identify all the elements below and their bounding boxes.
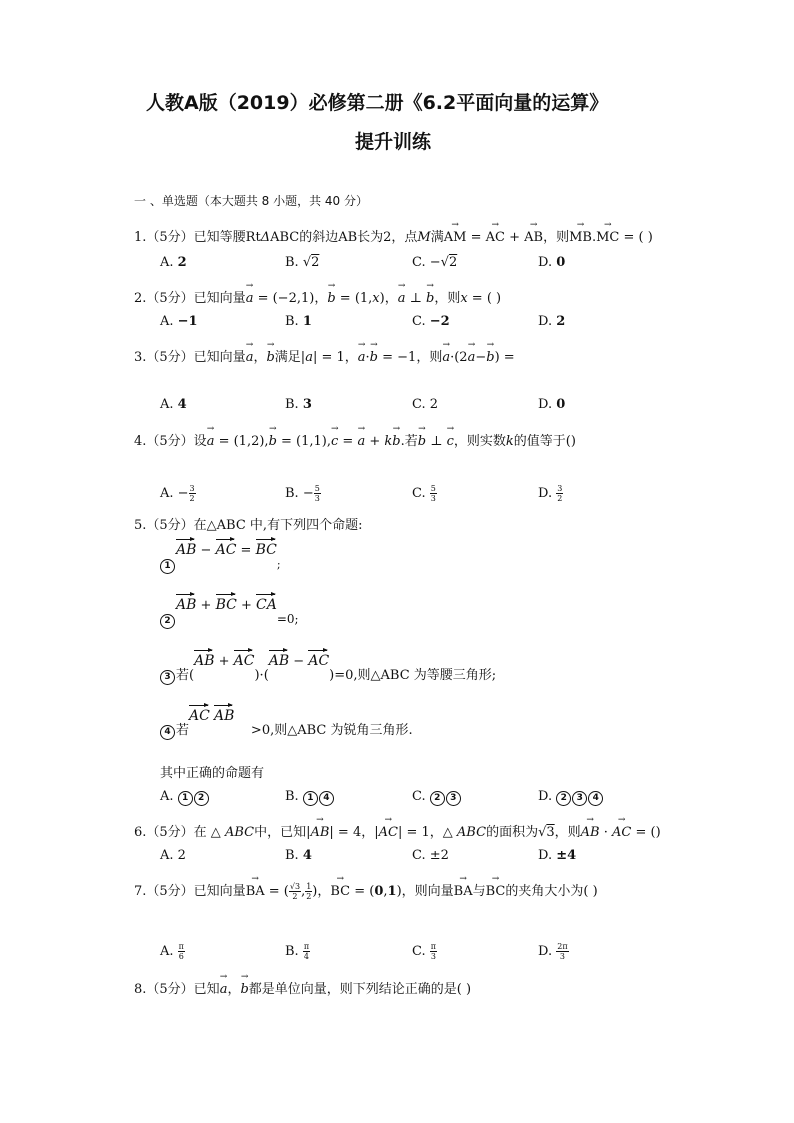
q5-option-b[interactable]: B. 1 4 [285,789,335,806]
question-4: 4.（5分）设→ a = (1,2),→ b = (1,1),→ c = → a + k→ b.若→ b ⊥ → c，则实数k的值等于() [134,430,576,449]
q7-option-c[interactable]: C. $\frac{\pi}{3}$ [412,942,437,961]
q5-item-3: 3 若(AB + AC)·(AB − AC)=0,则△ABC 为等腰三角形; [160,664,496,685]
q2-option-b[interactable]: B. 1 [285,314,312,329]
q2-option-d[interactable]: D. 2 [538,314,566,329]
q3-option-c[interactable]: C. 2 [412,397,439,412]
question-3: 3.（5分）已知向量→ a，→ b满足|a| = 1，→ a·→ b = −1，则→ a·(2→ a−→ b) = [134,346,515,365]
q3-option-a[interactable]: A. 4 [160,397,187,412]
question-6: 6.（5分）在 △ ABC中，已知|→ AB| = 4，|→ AC| = 1，△ ABC的面积为√3，则→ AB · → AC = () [134,821,661,840]
q4-option-a[interactable]: A. − $\frac{3}{2}$ [160,484,195,503]
section-heading: 一 、单选题（本大题共 8 小题，共 40 分） [134,194,368,208]
question-8: 8.（5分）已知→ a，→ b都是单位向量，则下列结论正确的是( ) [134,978,471,997]
q6-option-b[interactable]: B. 4 [285,848,312,863]
q6-option-c[interactable]: C. ±2 [412,848,449,863]
q5-item-4: 4 若AC AB >0,则△ABC 为锐角三角形. [160,719,413,740]
q5-item-1: 1AB − AC = BC; [160,556,281,574]
q7-option-d[interactable]: D. $\frac{2\pi}{3}$ [538,942,568,961]
question-5: 5.（5分）在△ABC 中,有下列四个命题: [134,518,363,533]
page-subtitle: 提升训练 [355,131,432,153]
question-7: 7.（5分）已知向量→ BA = ( $\frac{√3}{2}$ , $\frac{1}{2}$ )，→ BC = (0,1)，则向量→ BA与→ BC的夹角大小为( ) [134,880,598,901]
q3-option-b[interactable]: B. 3 [285,397,312,412]
q4-option-c[interactable]: C. $\frac{5}{3}$ [412,484,436,503]
q5-tail: 其中正确的命题有 [160,766,265,781]
question-1: 1.（5分）已知等腰RtΔABC的斜边AB长为2，点M满→ AM = → AC + → AB，则→ MB.→ MC = ( ) [134,226,653,245]
q5-item-2: 2AB + BC + CA=0; [160,611,299,629]
q3-option-d[interactable]: D. 0 [538,397,566,412]
q6-option-a[interactable]: A. 2 [160,848,186,863]
q1-option-d[interactable]: D. 0 [538,255,566,270]
q7-option-a[interactable]: A. $\frac{\pi}{6}$ [160,942,184,961]
q1-option-b[interactable]: B. √2 [285,255,320,270]
q6-option-d[interactable]: D. ±4 [538,848,577,863]
q7-option-b[interactable]: B. $\frac{\pi}{4}$ [285,942,310,961]
q5-option-d[interactable]: D. 2 3 4 [538,789,604,806]
q4-option-b[interactable]: B. − $\frac{5}{3}$ [285,484,320,503]
q5-option-a[interactable]: A. 1 2 [160,789,210,806]
q1-option-a[interactable]: A. 2 [160,255,187,270]
q5-option-c[interactable]: C. 2 3 [412,789,462,806]
question-2: 2.（5分）已知向量→ a = (−2,1)，→ b = (1,x)，→ a ⊥ → b，则x = ( ) [134,287,501,306]
q2-option-a[interactable]: A. −1 [160,314,198,329]
q1-option-c[interactable]: C. −√2 [412,255,458,270]
q4-option-d[interactable]: D. $\frac{3}{2}$ [538,484,563,503]
page-title: 人教A版（2019）必修第二册《6.2平面向量的运算》 [146,92,609,114]
q2-option-c[interactable]: C. −2 [412,314,450,329]
